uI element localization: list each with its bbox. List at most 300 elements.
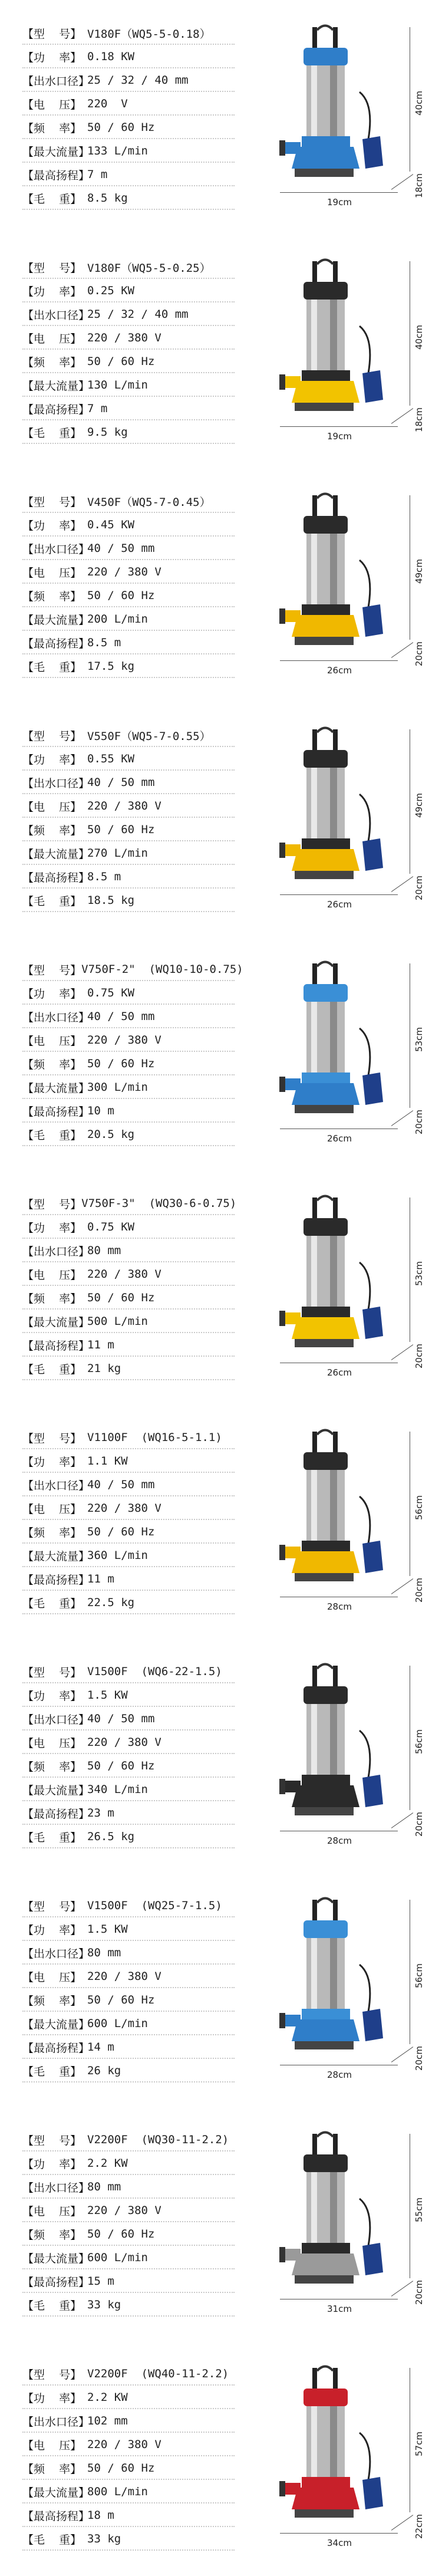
width-label: 26cm [327, 899, 352, 910]
width-label: 34cm [327, 2538, 352, 2548]
spec-label: 【频 率】 [22, 590, 82, 603]
spec-row-flow [22, 2246, 235, 2269]
width-label: 31cm [327, 2304, 352, 2314]
spec-value: 220 / 380 V [87, 1736, 161, 1749]
height-label: 55cm [414, 2197, 424, 2222]
pump-illustration [271, 1894, 389, 2071]
spec-row-head [22, 397, 235, 420]
width-dimension-line [280, 894, 398, 895]
spec-row-model [22, 958, 243, 981]
spec-value: 220 / 380 V [87, 2438, 161, 2451]
spec-value: 8.5 m [87, 870, 121, 883]
spec-label: 【功 率】 [22, 753, 82, 766]
spec-label: 【最大流量】 [22, 2486, 90, 2499]
pump-figure [259, 2362, 436, 2562]
spec-value: 40 / 50 mm [87, 1478, 155, 1491]
spec-label: 【型 号】 [22, 1432, 82, 1445]
spec-value: V1500F (WQ6-22-1.5) [87, 1665, 222, 1678]
spec-value: 50 / 60 Hz [87, 823, 155, 836]
spec-row-weight [22, 1357, 235, 1380]
spec-label: 【最大流量】 [22, 2018, 90, 2031]
spec-row-outlet [22, 1941, 235, 1965]
spec-value: V550F（WQ5-7-0.55） [87, 729, 211, 743]
spec-row-outlet [22, 537, 235, 560]
pump-figure [259, 723, 436, 924]
spec-value: 17.5 kg [87, 660, 135, 673]
spec-label: 【电 压】 [22, 2205, 82, 2218]
spec-label: 【型 号】 [22, 729, 82, 743]
spec-label: 【型 号】 [22, 1197, 82, 1211]
spec-label: 【最大流量】 [22, 613, 90, 627]
spec-label: 【电 压】 [22, 566, 82, 580]
spec-row-outlet [22, 1473, 235, 1496]
spec-row-head [22, 2269, 235, 2293]
spec-table [22, 2362, 235, 2551]
spec-row-outlet [22, 771, 235, 794]
pump-figure [259, 1660, 436, 1860]
pump-illustration [271, 255, 389, 432]
spec-table [22, 958, 243, 1146]
spec-label: 【频 率】 [22, 1292, 82, 1305]
spec-label: 【电 压】 [22, 2439, 82, 2452]
spec-value: 50 / 60 Hz [87, 589, 155, 602]
spec-value: 220 / 380 V [87, 800, 161, 812]
spec-row-frequency [22, 1052, 235, 1075]
spec-row-outlet [22, 302, 235, 326]
pump-figure [259, 1192, 436, 1392]
height-label: 56cm [414, 1495, 424, 1520]
pump-illustration [271, 723, 389, 900]
spec-row-weight [22, 889, 235, 912]
width-dimension-line [280, 2533, 398, 2534]
height-label: 53cm [414, 1027, 424, 1052]
spec-label: 【最大流量】 [22, 1315, 90, 1329]
spec-label: 【电 压】 [22, 1970, 82, 1984]
spec-label: 【频 率】 [22, 824, 82, 837]
spec-value: V450F（WQ5-7-0.45） [87, 495, 211, 509]
spec-value: 50 / 60 Hz [87, 1993, 155, 2006]
spec-value: 220 / 380 V [87, 565, 161, 578]
spec-value: 300 L/min [87, 1081, 148, 1094]
spec-value: 800 L/min [87, 2485, 148, 2498]
spec-value: 0.55 KW [87, 752, 135, 765]
spec-value: 33 kg [87, 2298, 121, 2311]
spec-row-weight [22, 1123, 235, 1146]
pump-figure [259, 1426, 436, 1626]
spec-row-voltage [22, 2433, 235, 2456]
spec-row-head [22, 865, 235, 889]
spec-label: 【毛 重】 [22, 660, 82, 674]
spec-value: 1.5 KW [87, 1689, 128, 1702]
spec-table [22, 723, 235, 912]
spec-row-head [22, 1567, 235, 1591]
spec-row-voltage [22, 1262, 235, 1286]
spec-label: 【功 率】 [22, 2391, 82, 2405]
width-label: 26cm [327, 665, 352, 676]
depth-label: 20cm [414, 1812, 424, 1837]
spec-value: 0.75 KW [87, 1220, 135, 1233]
depth-dimension-line [391, 1344, 413, 1360]
spec-value: 50 / 60 Hz [87, 1759, 155, 1772]
spec-value: 23 m [87, 1807, 114, 1820]
spec-label: 【频 率】 [22, 1058, 82, 1071]
spec-value: 220 / 380 V [87, 1268, 161, 1281]
spec-row-outlet [22, 2175, 235, 2199]
spec-label: 【最高扬程】 [22, 2041, 90, 2055]
pump-figure [259, 2128, 436, 2328]
spec-value: 7 m [87, 168, 108, 181]
spec-value: 11 m [87, 1338, 114, 1351]
spec-value: 40 / 50 mm [87, 776, 155, 789]
spec-value: 1.5 KW [87, 1923, 128, 1936]
spec-value: 8.5 kg [87, 192, 128, 205]
spec-value: 9.5 kg [87, 426, 128, 439]
spec-label: 【电 压】 [22, 1034, 82, 1048]
spec-row-head [22, 631, 235, 654]
spec-label: 【最高扬程】 [22, 169, 90, 182]
spec-value: 40 / 50 mm [87, 1712, 155, 1725]
spec-row-voltage [22, 560, 235, 584]
depth-label: 20cm [414, 2280, 424, 2305]
spec-value: 20.5 kg [87, 1128, 135, 1141]
pump-figure [259, 958, 436, 1158]
spec-value: 40 / 50 mm [87, 542, 155, 555]
spec-label: 【毛 重】 [22, 1831, 82, 1844]
spec-row-frequency [22, 1988, 235, 2012]
depth-label: 20cm [414, 2046, 424, 2071]
spec-value: 40 / 50 mm [87, 1010, 155, 1023]
spec-label: 【最大流量】 [22, 1784, 90, 1797]
spec-label: 【出水口径】 [22, 2181, 90, 2195]
spec-label: 【频 率】 [22, 2462, 82, 2476]
spec-value: 50 / 60 Hz [87, 1525, 155, 1538]
spec-table [22, 21, 235, 210]
spec-row-frequency [22, 1286, 235, 1310]
spec-row-head [22, 1099, 235, 1123]
spec-value: 0.75 KW [87, 986, 135, 999]
spec-label: 【最高扬程】 [22, 403, 90, 416]
width-dimension-line [280, 426, 398, 427]
spec-label: 【最高扬程】 [22, 1339, 90, 1353]
pump-figure [259, 1894, 436, 2094]
spec-label: 【功 率】 [22, 1455, 82, 1469]
spec-label: 【频 率】 [22, 121, 82, 135]
depth-label: 20cm [414, 641, 424, 666]
spec-value: 26.5 kg [87, 1830, 135, 1843]
spec-label: 【功 率】 [22, 1221, 82, 1235]
spec-label: 【频 率】 [22, 1994, 82, 2008]
spec-row-power [22, 45, 235, 68]
depth-label: 18cm [414, 407, 424, 432]
spec-label: 【频 率】 [22, 1760, 82, 1774]
spec-row-model [22, 255, 235, 279]
spec-row-voltage [22, 2199, 235, 2222]
spec-row-power [22, 981, 235, 1005]
depth-label: 20cm [414, 876, 424, 900]
spec-label: 【最高扬程】 [22, 1807, 90, 1821]
pump-figure [259, 489, 436, 690]
spec-row-flow [22, 139, 235, 163]
spec-value: 25 / 32 / 40 mm [87, 74, 189, 87]
depth-dimension-line [391, 876, 413, 892]
spec-row-frequency [22, 584, 235, 607]
spec-label: 【最高扬程】 [22, 2275, 90, 2289]
spec-value: 0.18 KW [87, 50, 135, 63]
spec-row-voltage [22, 1731, 235, 1754]
spec-label: 【型 号】 [22, 27, 82, 41]
spec-value: 22.5 kg [87, 1596, 135, 1609]
spec-value: 130 L/min [87, 379, 148, 392]
spec-row-flow [22, 373, 235, 397]
spec-label: 【功 率】 [22, 1923, 82, 1937]
spec-row-head [22, 2035, 235, 2059]
spec-value: 340 L/min [87, 1783, 148, 1796]
spec-value: 360 L/min [87, 1549, 148, 1562]
width-dimension-line [280, 192, 398, 193]
depth-dimension-line [391, 408, 413, 424]
spec-row-outlet [22, 68, 235, 92]
spec-row-flow [22, 1778, 235, 1801]
spec-label: 【电 压】 [22, 98, 82, 111]
depth-label: 20cm [414, 1344, 424, 1368]
spec-label: 【最大流量】 [22, 2252, 90, 2265]
spec-table [22, 2128, 235, 2317]
spec-value: V180F（WQ5-5-0.25） [87, 261, 211, 275]
spec-value: 25 / 32 / 40 mm [87, 308, 189, 321]
spec-value: 270 L/min [87, 847, 148, 860]
spec-value: 50 / 60 Hz [87, 355, 155, 368]
width-dimension-line [280, 660, 398, 661]
spec-label: 【出水口径】 [22, 542, 90, 556]
spec-value: 220 / 380 V [87, 2204, 161, 2217]
spec-row-frequency [22, 1754, 235, 1778]
spec-value: 0.45 KW [87, 518, 135, 531]
width-label: 19cm [327, 197, 352, 208]
spec-value: 80 mm [87, 1244, 121, 1257]
spec-value: 11 m [87, 1572, 114, 1585]
spec-row-model [22, 1660, 235, 1683]
spec-row-flow [22, 2012, 235, 2035]
spec-label: 【型 号】 [22, 1666, 82, 1679]
spec-label: 【出水口径】 [22, 2415, 90, 2429]
spec-value: 18.5 kg [87, 894, 135, 907]
spec-value: 7 m [87, 402, 108, 415]
spec-value: V180F（WQ5-5-0.18） [87, 27, 211, 41]
spec-label: 【型 号】 [22, 1900, 82, 1913]
depth-dimension-line [391, 2515, 413, 2531]
pump-illustration [271, 1660, 389, 1837]
spec-row-voltage [22, 794, 235, 818]
spec-value: 200 L/min [87, 613, 148, 626]
spec-row-frequency [22, 2456, 235, 2480]
spec-row-model [22, 2128, 235, 2151]
spec-row-power [22, 1683, 235, 1707]
pump-illustration [271, 1426, 389, 1603]
spec-row-power [22, 1917, 235, 1941]
pump-illustration [271, 489, 389, 666]
spec-label: 【型 号】 [22, 495, 82, 509]
spec-label: 【型 号】 [22, 2134, 82, 2147]
spec-value: 600 L/min [87, 2251, 148, 2264]
spec-label: 【功 率】 [22, 51, 82, 64]
spec-label: 【电 压】 [22, 1268, 82, 1282]
spec-value: V750F-3" (WQ30-6-0.75) [81, 1197, 237, 1210]
spec-value: V1500F (WQ25-7-1.5) [87, 1899, 222, 1912]
spec-table [22, 489, 235, 678]
spec-label: 【最大流量】 [22, 1549, 90, 1563]
spec-row-power [22, 2386, 235, 2409]
spec-table [22, 1426, 235, 1614]
width-label: 26cm [327, 1133, 352, 1144]
spec-row-weight [22, 2293, 235, 2317]
spec-label: 【电 压】 [22, 1502, 82, 1516]
spec-value: 220 / 380 V [87, 331, 161, 344]
depth-label: 18cm [414, 173, 424, 198]
spec-label: 【出水口径】 [22, 1713, 90, 1726]
height-label: 57cm [414, 2432, 424, 2456]
spec-label: 【毛 重】 [22, 1363, 82, 1376]
spec-row-head [22, 1801, 235, 1825]
spec-row-outlet [22, 1239, 235, 1262]
spec-table [22, 1894, 235, 2082]
spec-value: V2200F (WQ30-11-2.2) [87, 2133, 229, 2146]
spec-row-power [22, 2151, 235, 2175]
spec-row-flow [22, 607, 235, 631]
spec-label: 【功 率】 [22, 285, 82, 298]
spec-row-voltage [22, 1496, 235, 1520]
depth-dimension-line [391, 642, 413, 658]
spec-row-flow [22, 1544, 235, 1567]
spec-label: 【电 压】 [22, 332, 82, 346]
depth-label: 20cm [414, 1110, 424, 1134]
spec-value: 10 m [87, 1104, 114, 1117]
spec-row-weight [22, 1591, 235, 1614]
spec-label: 【功 率】 [22, 987, 82, 1001]
spec-value: V2200F (WQ40-11-2.2) [87, 2367, 229, 2380]
spec-row-power [22, 1215, 235, 1239]
spec-label: 【型 号】 [22, 261, 82, 275]
width-label: 28cm [327, 1835, 352, 1846]
spec-label: 【最高扬程】 [22, 637, 90, 650]
spec-row-model [22, 1192, 235, 1215]
spec-row-model [22, 489, 235, 513]
spec-value: 2.2 KW [87, 2391, 128, 2404]
spec-row-model [22, 1894, 235, 1917]
pump-illustration [271, 1192, 389, 1368]
spec-value: 14 m [87, 2041, 114, 2054]
spec-label: 【毛 重】 [22, 2065, 82, 2078]
depth-dimension-line [391, 174, 413, 190]
spec-row-voltage [22, 1965, 235, 1988]
spec-value: 500 L/min [87, 1315, 148, 1328]
spec-label: 【毛 重】 [22, 426, 82, 440]
spec-value: 80 mm [87, 1946, 121, 1959]
spec-label: 【毛 重】 [22, 1597, 82, 1610]
spec-value: 33 kg [87, 2532, 121, 2545]
spec-row-head [22, 163, 235, 186]
spec-label: 【出水口径】 [22, 1245, 90, 1258]
spec-value: 133 L/min [87, 144, 148, 157]
spec-label: 【出水口径】 [22, 1479, 90, 1492]
spec-row-flow [22, 2480, 235, 2503]
spec-row-voltage [22, 1028, 235, 1052]
spec-label: 【出水口径】 [22, 308, 90, 322]
depth-label: 20cm [414, 1578, 424, 1603]
spec-row-power [22, 513, 235, 537]
spec-label: 【最大流量】 [22, 145, 90, 159]
spec-row-flow [22, 841, 235, 865]
spec-label: 【最大流量】 [22, 379, 90, 393]
spec-row-flow [22, 1075, 235, 1099]
pump-figure [259, 255, 436, 456]
spec-label: 【出水口径】 [22, 74, 90, 88]
spec-value: 220 / 380 V [87, 1970, 161, 1983]
spec-row-frequency [22, 116, 235, 139]
spec-label: 【最大流量】 [22, 1081, 90, 1095]
spec-row-weight [22, 654, 235, 678]
spec-row-head [22, 2503, 235, 2527]
spec-label: 【出水口径】 [22, 777, 90, 790]
spec-value: 21 kg [87, 1362, 121, 1375]
spec-row-power [22, 279, 235, 302]
spec-row-weight [22, 186, 235, 210]
spec-row-model [22, 1426, 235, 1449]
spec-value: 220 V [87, 97, 128, 110]
spec-label: 【出水口径】 [22, 1011, 90, 1024]
spec-value: 8.5 m [87, 636, 121, 649]
pump-illustration [271, 2128, 389, 2305]
spec-label: 【型 号】 [22, 2368, 82, 2381]
spec-value: 220 / 380 V [87, 1034, 161, 1047]
spec-row-frequency [22, 818, 235, 841]
width-label: 19cm [327, 431, 352, 442]
spec-row-outlet [22, 1707, 235, 1731]
depth-dimension-line [391, 1110, 413, 1126]
spec-row-power [22, 1449, 235, 1473]
spec-label: 【毛 重】 [22, 1129, 82, 1142]
spec-row-frequency [22, 1520, 235, 1544]
pump-illustration [271, 21, 389, 198]
spec-table [22, 1192, 235, 1380]
spec-value: 2.2 KW [87, 2157, 128, 2170]
spec-value: 220 / 380 V [87, 1502, 161, 1515]
height-label: 40cm [414, 325, 424, 350]
height-label: 49cm [414, 559, 424, 584]
spec-row-weight [22, 2059, 235, 2082]
spec-label: 【频 率】 [22, 1526, 82, 1539]
width-label: 28cm [327, 2070, 352, 2080]
spec-label: 【频 率】 [22, 356, 82, 369]
spec-value: 26 kg [87, 2064, 121, 2077]
pump-illustration [271, 2362, 389, 2539]
depth-dimension-line [391, 1812, 413, 1828]
spec-row-frequency [22, 350, 235, 373]
height-label: 40cm [414, 91, 424, 116]
spec-row-weight [22, 1825, 235, 1848]
spec-label: 【型 号】 [22, 963, 82, 977]
pump-illustration [271, 958, 389, 1134]
spec-label: 【出水口径】 [22, 1947, 90, 1960]
spec-row-model [22, 723, 235, 747]
spec-label: 【毛 重】 [22, 2533, 82, 2547]
pump-figure [259, 21, 436, 222]
spec-row-voltage [22, 326, 235, 350]
width-label: 26cm [327, 1367, 352, 1378]
spec-value: 18 m [87, 2509, 114, 2522]
spec-label: 【最高扬程】 [22, 1105, 90, 1118]
spec-value: 1.1 KW [87, 1455, 128, 1468]
spec-row-voltage [22, 92, 235, 116]
